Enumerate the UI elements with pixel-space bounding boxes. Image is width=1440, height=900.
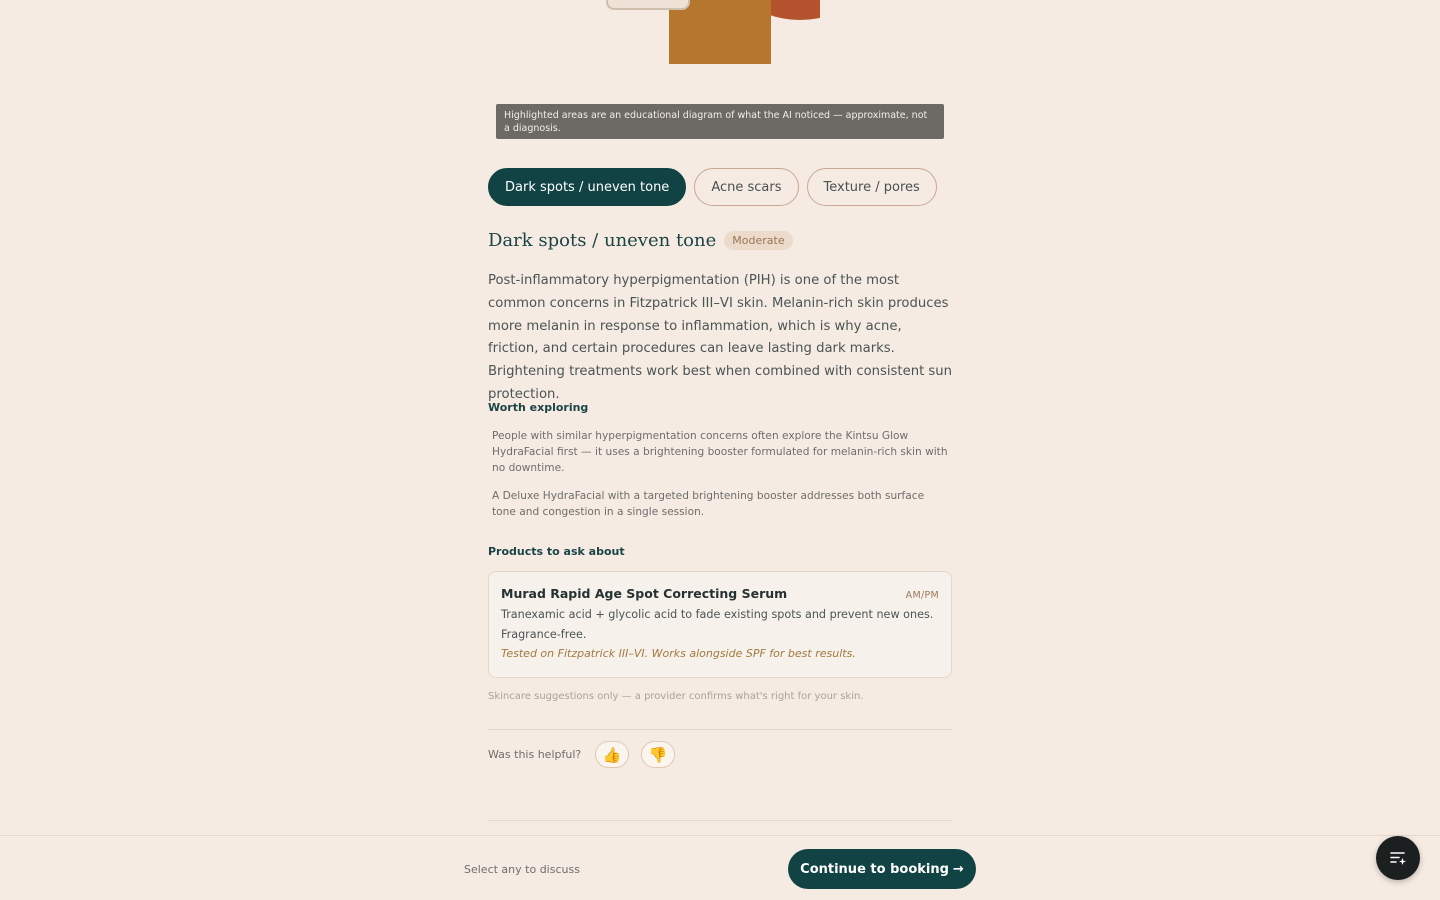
worth-exploring-item: A Deluxe HydraFacial with a targeted brightening booster addresses both surface tone and congestion in a single session. bbox=[492, 490, 925, 518]
tab-texture-pores[interactable]: Texture / pores bbox=[807, 168, 937, 206]
continue-to-booking-button[interactable] bbox=[788, 849, 976, 889]
notes-sparkle-icon bbox=[1388, 848, 1408, 868]
thumbs-up-button[interactable] bbox=[595, 741, 629, 768]
skincare-disclaimer: Skincare suggestions only — a provider confirms what's right for your skin. bbox=[488, 691, 864, 702]
tab-dark-spots[interactable]: Dark spots / uneven tone bbox=[488, 168, 686, 206]
product-description: Tranexamic acid + glycolic acid to fade existing spots and prevent new ones. Fragrance-free. bbox=[501, 608, 934, 641]
arrow-right-icon: → bbox=[952, 861, 964, 877]
diagram-disclaimer-tooltip: Highlighted areas are an educational diagram of what the AI noticed — approximate, not a diagnosis. bbox=[496, 104, 944, 139]
footer-hint: Select any to discuss bbox=[464, 863, 580, 876]
divider bbox=[488, 820, 952, 821]
face-diagram-illustration bbox=[600, 0, 820, 64]
concern-heading-row bbox=[488, 230, 793, 251]
thumbs-down-icon: 👎 bbox=[648, 746, 668, 764]
feedback-question: Was this helpful? bbox=[488, 748, 582, 761]
product-card[interactable] bbox=[488, 571, 952, 678]
feedback-row bbox=[488, 741, 675, 768]
booking-footer bbox=[0, 835, 1440, 900]
divider bbox=[488, 729, 952, 730]
cta-label: Continue to booking bbox=[800, 861, 949, 877]
thumbs-up-icon: 👍 bbox=[602, 746, 622, 764]
products-label: Products to ask about bbox=[488, 545, 625, 558]
product-note: Tested on Fitzpatrick III–VI. Works alongside SPF for best results. bbox=[501, 647, 856, 660]
product-card-header bbox=[501, 586, 939, 601]
concern-description: Post-inflammatory hyperpigmentation (PIH) is one of the most common concerns in Fitzpatrick III–VI skin. Melanin-rich skin produces more melanin in response to inflammation, which is why acne, friction, and certain procedures can leave lasting dark marks. Brightening treatments work best when combined with consistent sun protection. bbox=[488, 273, 953, 402]
tab-acne-scars[interactable]: Acne scars bbox=[694, 168, 798, 206]
worth-exploring-label: Worth exploring bbox=[488, 401, 589, 414]
concern-title: Dark spots / uneven tone bbox=[488, 230, 717, 251]
concern-tabs bbox=[488, 168, 937, 206]
thumbs-down-button[interactable] bbox=[641, 741, 675, 768]
severity-badge: Moderate bbox=[724, 231, 792, 250]
product-name: Murad Rapid Age Spot Correcting Serum bbox=[501, 586, 788, 601]
diagram-marker bbox=[606, 0, 690, 10]
worth-exploring-item: People with similar hyperpigmentation concerns often explore the Kintsu Glow HydraFacial first — it uses a brightening booster formulated for melanin-rich skin with no downtime. bbox=[492, 430, 948, 474]
notes-fab-button[interactable] bbox=[1376, 836, 1420, 880]
product-usage-time: AM/PM bbox=[905, 590, 939, 601]
